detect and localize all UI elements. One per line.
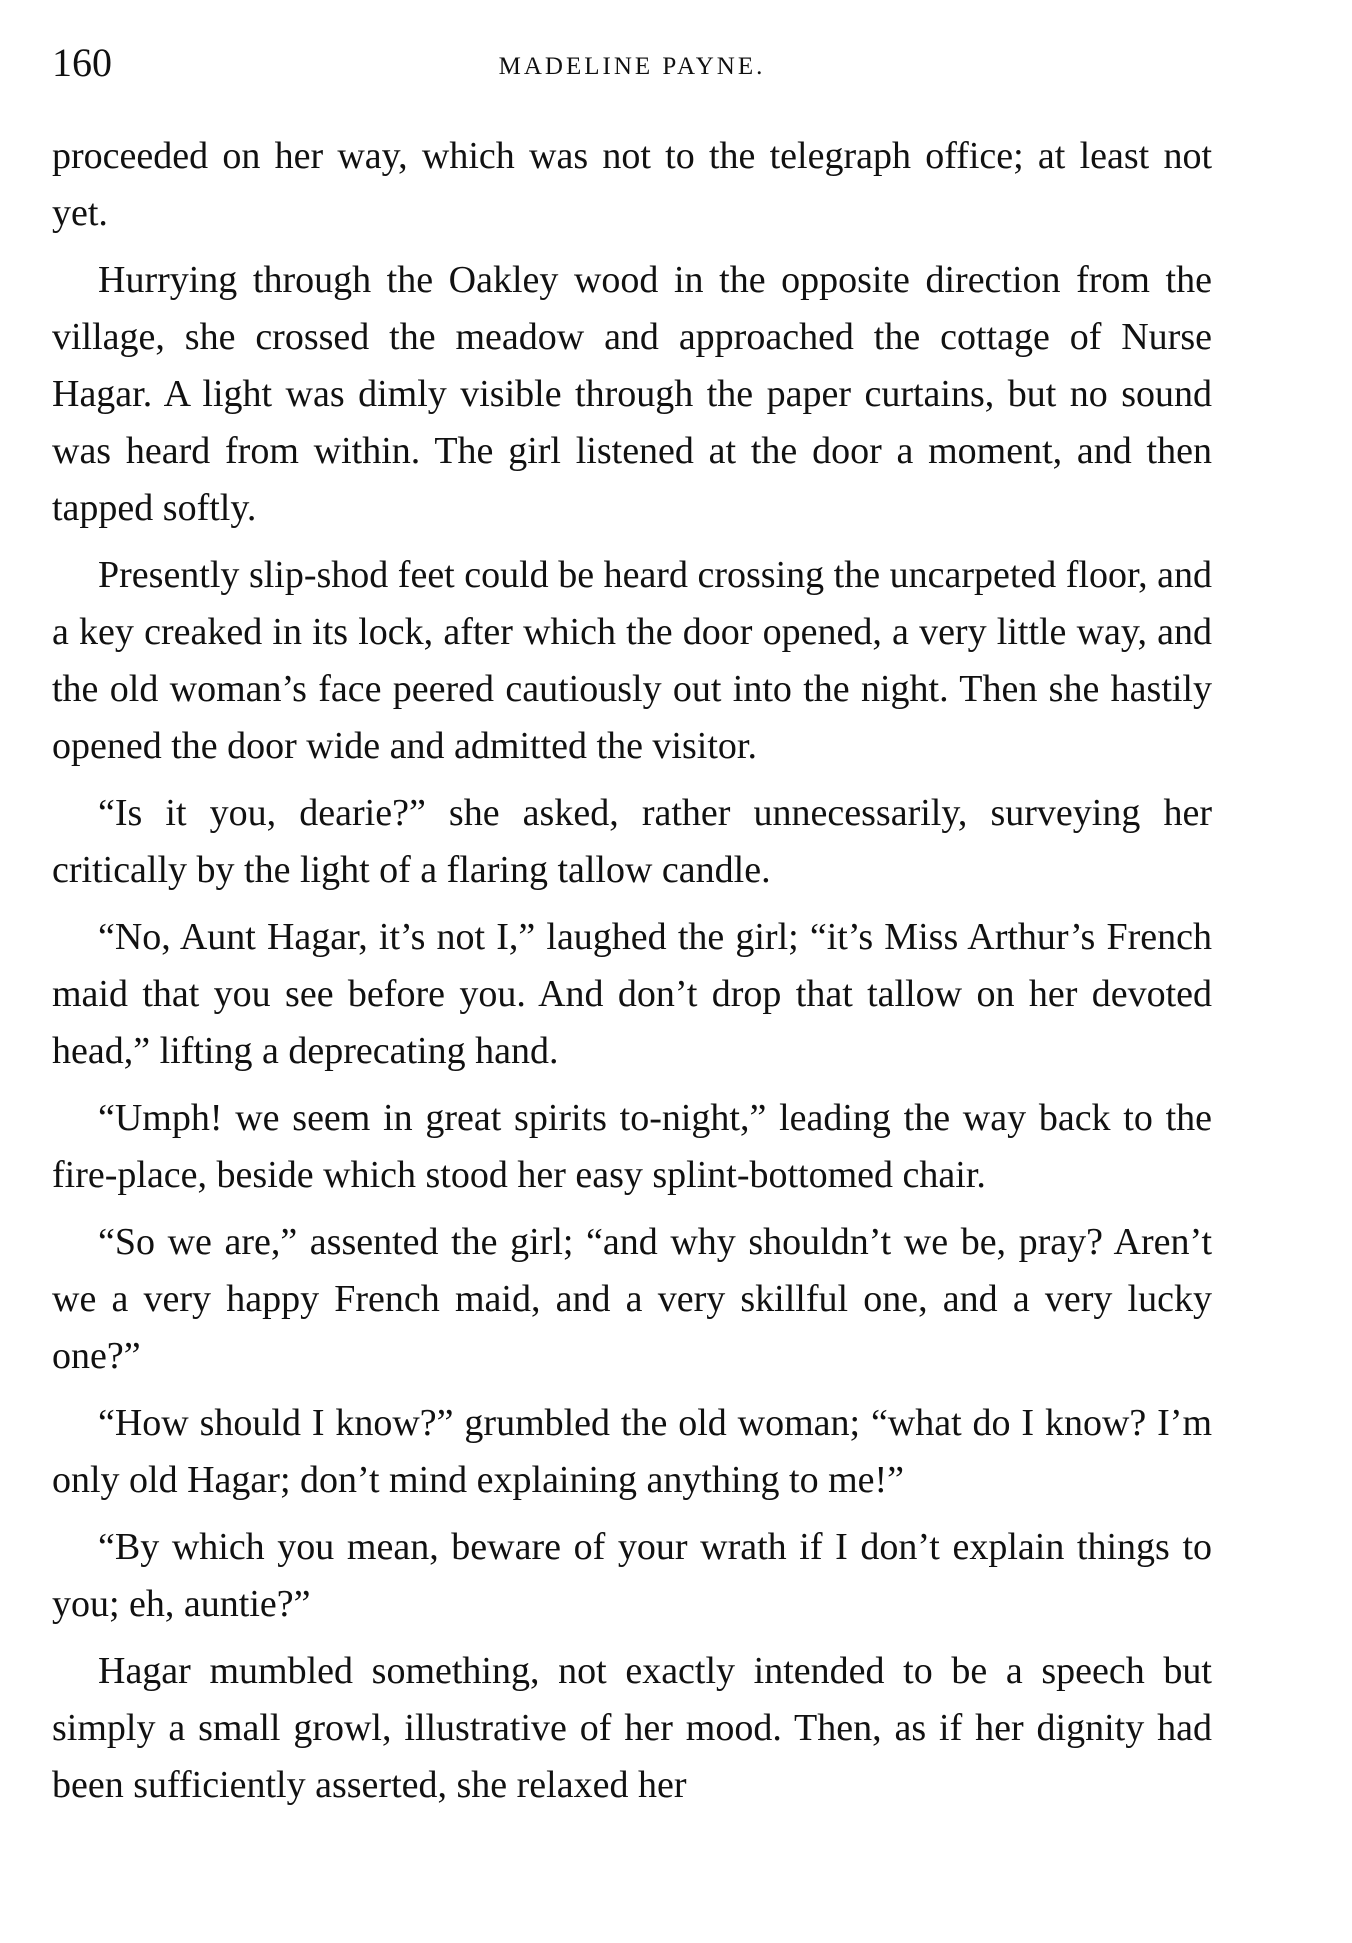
paragraph: “Umph! we seem in great spirits to-night,” leading the way back to the fire-place, beside which stood her easy splint-bottomed chair. xyxy=(52,1097,1212,1196)
paragraph: “How should I know?” grumbled the old woman; “what do I know? I’m only old Hagar; don’t mind explaining anything to me!” xyxy=(52,1402,1212,1501)
paragraph: Hurrying through the Oakley wood in the opposite direction from the village, she crossed the meadow and approached the cottage of Nurse Hagar. A light was dimly visible through the paper curtains, but no sound was heard from within. The girl listened at the door a moment, and then tapped softly. xyxy=(52,259,1212,529)
paragraph: “So we are,” assented the girl; “and why shouldn’t we be, pray? Aren’t we a very happy French maid, and a very skillful one, and a very lucky one?” xyxy=(52,1221,1212,1377)
paragraph: Presently slip-shod feet could be heard crossing the uncarpeted floor, and a key creaked in its lock, after which the door opened, a very little way, and the old woman’s face peered cautiously out into the night. Then she hastily opened the door wide and admitted the visitor. xyxy=(52,554,1212,767)
paragraph: “No, Aunt Hagar, it’s not I,” laughed the girl; “it’s Miss Arthur’s French maid that you see before you. And don’t drop that tallow on her devoted head,” lifting a deprecating hand. xyxy=(52,916,1212,1072)
paragraph-continuation: proceeded on her way, which was not to the telegraph office; at least not yet. xyxy=(52,135,1212,234)
page-number: 160 xyxy=(52,40,112,85)
paragraph: “By which you mean, beware of your wrath if I don’t explain things to you; eh, auntie?” xyxy=(52,1526,1212,1625)
paragraph: “Is it you, dearie?” she asked, rather unnecessarily, surveying her critically by the light of a flaring tallow candle. xyxy=(52,792,1212,891)
paragraph: Hagar mumbled something, not exactly intended to be a speech but simply a small growl, illustrative of her mood. Then, as if her dignity had been sufficiently asserted, she relaxed her xyxy=(52,1650,1212,1806)
running-title: MADELINE PAYNE. xyxy=(498,53,766,80)
running-head xyxy=(52,38,1212,88)
body-text xyxy=(52,128,1212,1824)
